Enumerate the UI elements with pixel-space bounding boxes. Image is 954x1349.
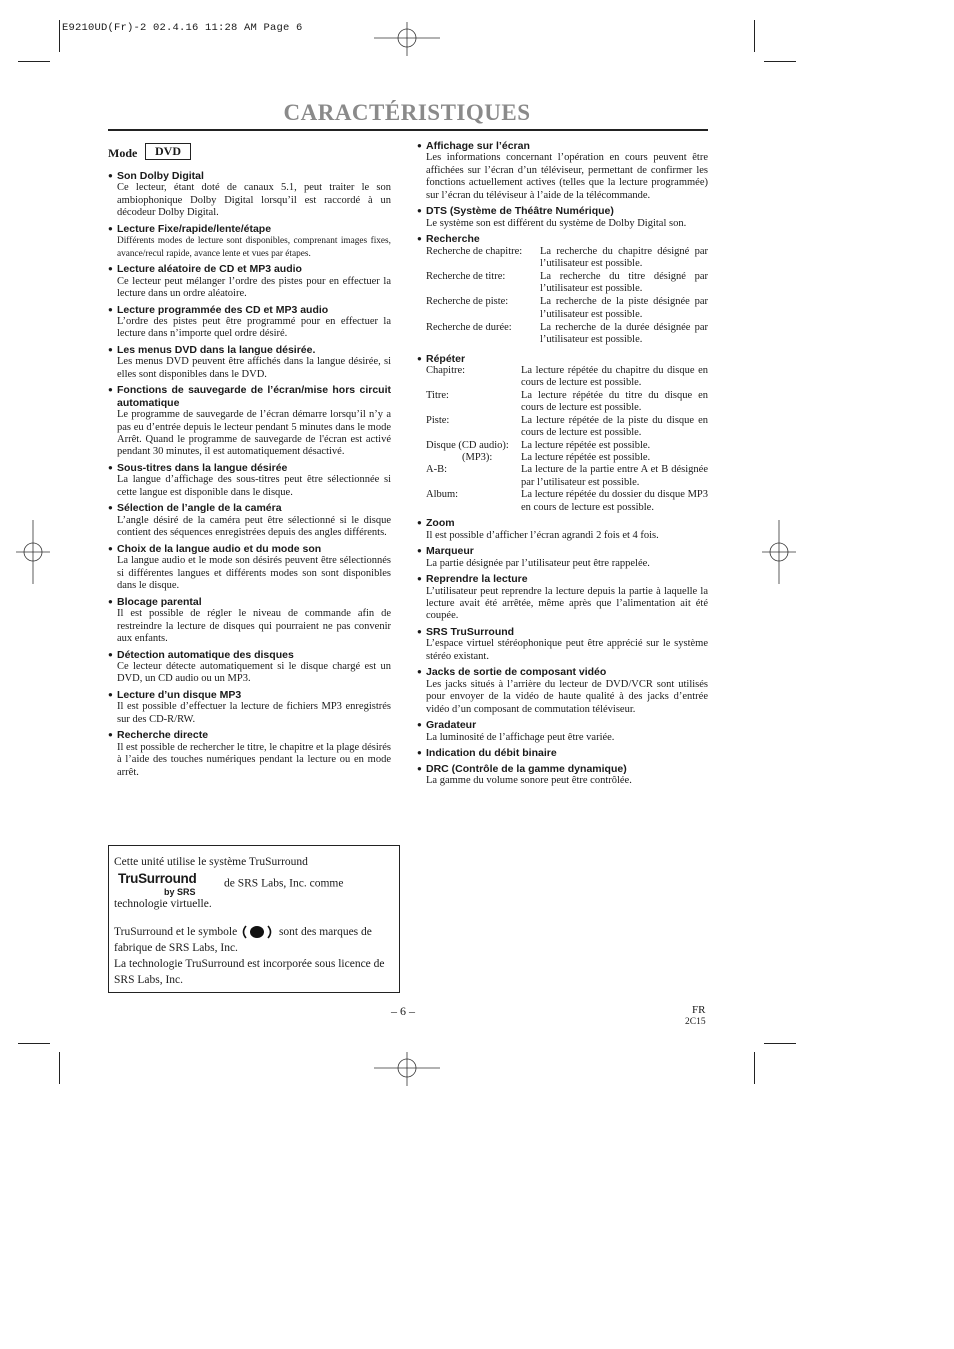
feature-title: Répéter	[426, 352, 466, 365]
row-key: Recherche de piste:	[426, 296, 509, 308]
right-column	[417, 140, 708, 791]
bullet-icon: ●	[108, 385, 113, 395]
notice-text: sont des marques de fabrique de SRS Labs, Inc.	[114, 926, 372, 954]
bullet-icon: ●	[108, 463, 113, 473]
row-key: Disque (CD audio):	[426, 439, 509, 451]
row-value: La recherche du titre désigné par l’utilisateur est possible.	[540, 271, 708, 295]
notice-line-with-symbol	[114, 924, 394, 956]
row-value: La recherche du chapitre désigné par l’utilisateur est possible.	[540, 245, 708, 270]
feature-body: La gamme du volume sonore peut être contrôlée.	[426, 775, 632, 787]
notice-line-with-logo	[114, 872, 394, 912]
bullet-icon: ●	[108, 596, 113, 606]
feature-body: L’espace virtuel stéréophonique peut être apprécié sur le système stéréo existant.	[426, 638, 708, 662]
bullet-icon: ●	[417, 546, 422, 556]
feature-item	[108, 729, 391, 779]
feature-title: Lecture d’un disque MP3	[117, 688, 242, 701]
title-divider	[108, 129, 708, 131]
feature-item	[108, 304, 391, 341]
bullet-icon: ●	[417, 667, 422, 677]
page-number: – 6 –	[391, 1004, 415, 1018]
feature-title: Sous-titres dans la langue désirée	[117, 462, 288, 475]
bullet-icon: ●	[108, 304, 113, 314]
row-key: Recherche de durée:	[426, 321, 512, 333]
bullet-icon: ●	[417, 353, 422, 363]
feature-item	[417, 573, 708, 623]
registration-mark-top-icon	[374, 22, 440, 56]
bullet-icon: ●	[417, 763, 422, 773]
feature-title: Marqueur	[426, 545, 474, 558]
feature-body: Les informations concernant l’opération en cours peuvent être affichées sur l’écran d’un téléviseur, permettant de confirmer les fonctions actuellement actives (telles que la lecture programmée) sur l’écran du téléviseur à l’aide de la télécommande.	[426, 152, 708, 201]
recherche-table	[417, 246, 708, 347]
table-row	[426, 390, 708, 415]
print-header: E9210UD(Fr)-2 02.4.16 11:28 AM Page 6	[62, 22, 303, 34]
bullet-icon: ●	[417, 748, 422, 758]
feature-body: Ce lecteur, étant doté de canaux 5.1, peut traiter le son ambiophonique Dolby Digital lorsqu’il est raccordé à un décodeur Dolby Digital.	[117, 182, 391, 219]
table-row	[426, 246, 708, 271]
trusurround-logo-icon: TruSurround by SRS	[118, 871, 197, 897]
table-row	[426, 489, 708, 514]
notice-line: La technologie TruSurround est incorporée sous licence de SRS Labs, Inc.	[114, 958, 385, 986]
bullet-icon: ●	[108, 730, 113, 740]
feature-item	[108, 596, 391, 646]
feature-title: Recherche directe	[117, 729, 209, 742]
feature-item	[417, 747, 708, 759]
row-value: La lecture répétée du titre du disque en cours de lecture est possible.	[521, 389, 708, 414]
feature-body: Il est possible d’afficher l’écran agrandi 2 fois et 4 fois.	[426, 529, 659, 541]
registration-mark-right-icon	[762, 520, 796, 584]
feature-item	[108, 170, 391, 220]
feature-title: Reprendre la lecture	[426, 573, 528, 586]
bullet-icon: ●	[417, 626, 422, 636]
feature-body: Il est possible de rechercher le titre, le chapitre et la plage désirés à l’aide des touches numériques pendant la lecture ou en mode arrêt.	[117, 741, 391, 778]
row-key: Recherche de chapitre:	[426, 245, 523, 257]
feature-title: Détection automatique des disques	[117, 648, 294, 661]
bullet-icon: ●	[108, 264, 113, 274]
feature-body: L’utilisateur peut reprendre la lecture depuis la partie à laquelle la lecture avait été arrêtée, même après que l’alimentation ait été coupée.	[426, 585, 708, 622]
bullet-icon: ●	[417, 518, 422, 528]
table-row	[426, 296, 708, 321]
feature-title: Son Dolby Digital	[117, 170, 204, 182]
row-key: (MP3):	[462, 451, 493, 463]
feature-item	[108, 462, 391, 499]
bullet-icon: ●	[417, 206, 422, 216]
feature-body: Le programme de sauvegarde de l’écran démarre lorsqu’il n’y a pas eu d’entrée depuis le lecteur pendant 5 minutes dans le mode Arrêt. Quand le programme de sauvegarde de l'écran est activé pendant 30 minutes, il est automatiquement désactivé.	[117, 409, 391, 458]
trusurround-notice-box	[108, 845, 400, 993]
feature-title: Lecture programmée des CD et MP3 audio	[117, 303, 329, 316]
feature-body: L’angle désiré de la caméra peut être sélectionné si le disque contient des séquences enregistrées depuis des angles différents.	[117, 514, 391, 539]
feature-body: Le système son est différent du système de Dolby Digital son.	[426, 217, 687, 229]
row-value: La lecture répétée du dossier du disque MP3 en cours de lecture est possible.	[521, 489, 708, 513]
bullet-icon: ●	[108, 649, 113, 659]
notice-text: TruSurround et le symbole	[114, 926, 238, 938]
feature-title: Recherche	[426, 233, 480, 246]
feature-item	[108, 502, 391, 539]
feature-title: Affichage sur l’écran	[426, 140, 530, 152]
table-row	[426, 271, 708, 296]
feature-title: Gradateur	[426, 719, 477, 732]
feature-item	[417, 517, 708, 542]
bullet-icon: ●	[417, 141, 422, 150]
table-row	[426, 322, 708, 347]
bullet-icon: ●	[108, 689, 113, 699]
row-value: La lecture de la partie entre A et B désignée par l’utilisateur est possible.	[521, 464, 708, 488]
srs-symbol-icon	[240, 925, 276, 939]
feature-title: Blocage parental	[117, 595, 202, 608]
feature-item-repeter	[417, 353, 708, 514]
feature-body: L’ordre des pistes peut être programmé pour en effectuer la lecture dans n’importe quel ordre désiré.	[117, 316, 391, 340]
mode-label: Mode	[108, 146, 138, 160]
notice-text: de SRS Labs, Inc. comme technologie virtuelle.	[114, 877, 344, 910]
language-code: FR	[692, 1004, 706, 1016]
feature-body: Les jacks situés à l’arrière du lecteur de DVD/VCR sont utilisés pour envoyer de la vidéo de haute qualité à des jacks d’entrée vidéo d’un composant de commutation téléviseur.	[426, 678, 708, 715]
feature-item-recherche	[417, 233, 708, 346]
feature-item	[417, 763, 708, 788]
feature-title: Fonctions de sauvegarde de l’écran/mise hors circuit automatique	[117, 384, 391, 409]
feature-item	[417, 626, 708, 663]
feature-title: DRC (Contrôle de la gamme dynamique)	[426, 762, 627, 775]
feature-title: Choix de la langue audio et du mode son	[117, 542, 322, 555]
bullet-icon: ●	[108, 543, 113, 553]
feature-body: Différents modes de lecture sont disponibles, comprenant images fixes, avance/recul rapide, avance lente et vues par étapes.	[117, 236, 391, 259]
bullet-icon: ●	[108, 223, 113, 233]
row-key: Album:	[426, 489, 459, 501]
feature-body: La langue audio et le mode son désirés peuvent être sélectionnés si différentes langues et différents modes son sont disponibles dans le disque.	[117, 555, 391, 592]
feature-body: Il est possible de régler le niveau de commande afin de restreindre la lecture de disques qui pourraient ne pas convenir aux enfants.	[117, 608, 391, 644]
page-title: CARACTÉRISTIQUES	[283, 100, 531, 125]
feature-item	[108, 223, 391, 260]
feature-title: Jacks de sortie de composant vidéo	[426, 666, 607, 679]
feature-title: SRS TruSurround	[426, 625, 515, 638]
document-code: 2C15	[685, 1017, 706, 1027]
feature-item	[108, 649, 391, 686]
feature-item	[417, 205, 708, 230]
feature-item	[108, 263, 391, 300]
table-row	[426, 415, 708, 440]
feature-item	[108, 344, 391, 381]
feature-item	[417, 719, 708, 744]
repeter-table	[417, 365, 708, 514]
feature-title: Indication du débit binaire	[426, 747, 557, 760]
feature-body: La langue d’affichage des sous-titres peut être sélectionnée si cette langue est disponible dans le disque.	[117, 474, 391, 498]
table-row	[426, 452, 708, 464]
bullet-icon: ●	[417, 720, 422, 730]
bullet-icon: ●	[108, 503, 113, 513]
bullet-icon: ●	[417, 574, 422, 584]
feature-title: DTS (Système de Théâtre Numérique)	[426, 205, 614, 218]
feature-body: Ce lecteur détecte automatiquement si le disque chargé est un DVD, un CD audio ou un MP3.	[117, 660, 391, 685]
feature-title: Lecture aléatoire de CD et MP3 audio	[117, 263, 302, 276]
row-value: La lecture répétée du chapitre du disque en cours de lecture est possible.	[521, 365, 708, 389]
feature-body: La partie désignée par l’utilisateur peut être rappelée.	[426, 557, 650, 569]
feature-body: Les menus DVD peuvent être affichés dans la langue désirée, si elles sont disponibles dans le DVD.	[117, 356, 391, 380]
row-key: Piste:	[426, 414, 450, 426]
feature-body: Ce lecteur peut mélanger l’ordre des pistes pour en effectuer la lecture dans un ordre aléatoire.	[117, 275, 391, 300]
feature-item	[417, 666, 708, 716]
table-row	[426, 440, 708, 452]
feature-title: Zoom	[426, 517, 455, 530]
mode-badge: DVD	[145, 143, 191, 160]
row-key: Titre:	[426, 389, 449, 401]
feature-item	[108, 384, 391, 458]
feature-item	[417, 140, 708, 202]
feature-body: Il est possible d’effectuer la lecture de fichiers MP3 enregistrés sur des CD-R/RW.	[117, 701, 391, 725]
row-key: A-B:	[426, 464, 447, 476]
bullet-icon: ●	[108, 345, 113, 355]
feature-body: La luminosité de l’affichage peut être variée.	[426, 731, 615, 743]
row-value: La recherche de la piste désignée par l’utilisateur est possible.	[540, 296, 708, 320]
feature-title: Lecture Fixe/rapide/lente/étape	[117, 222, 272, 235]
table-row	[426, 365, 708, 390]
feature-title: Les menus DVD dans la langue désirée.	[117, 344, 316, 357]
bullet-icon: ●	[417, 234, 422, 244]
table-row	[426, 464, 708, 489]
row-key: Chapitre:	[426, 365, 466, 377]
bullet-icon: ●	[108, 171, 113, 180]
notice-line: Cette unité utilise le système TruSurround	[114, 856, 308, 868]
feature-item	[108, 689, 391, 726]
row-key: Recherche de titre:	[426, 271, 506, 283]
left-column	[108, 170, 391, 782]
row-value: La lecture répétée de la piste du disque en cours de lecture est possible.	[521, 414, 708, 439]
registration-mark-bottom-icon	[374, 1052, 440, 1086]
row-value: La recherche de la durée désignée par l’utilisateur est possible.	[540, 321, 708, 346]
feature-item	[417, 545, 708, 570]
row-value: La lecture répétée est possible.	[521, 439, 651, 451]
registration-mark-left-icon	[16, 520, 50, 584]
feature-item	[108, 543, 391, 593]
row-value: La lecture répétée est possible.	[521, 451, 651, 463]
feature-title: Sélection de l’angle de la caméra	[117, 502, 282, 515]
